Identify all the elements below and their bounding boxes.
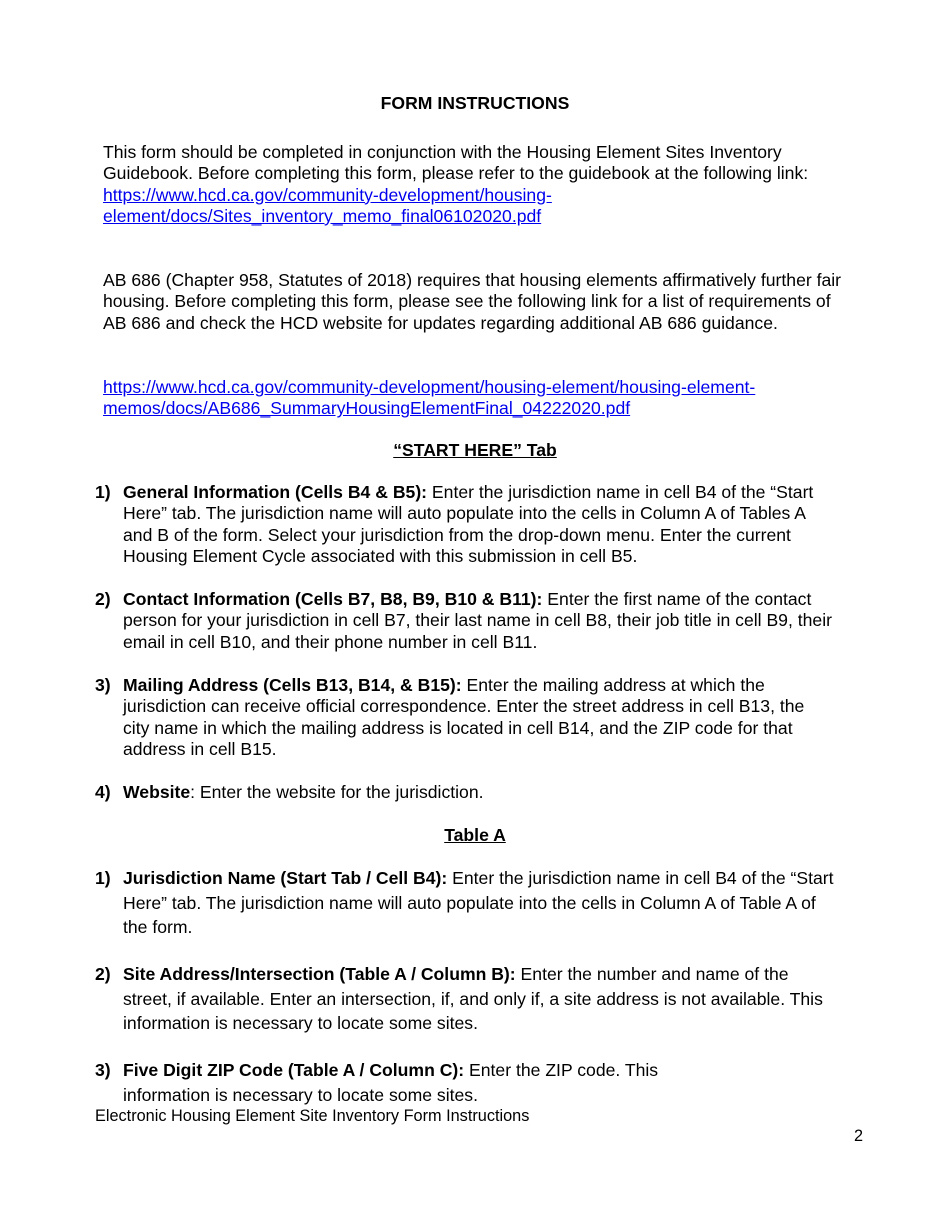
item-text: Enter the jurisdiction name in cell B4 of the “Start Here” tab. The jurisdiction name will auto populate into the cells in Column A of Tables A and B of the form. Select your jurisdiction from the drop-down menu. Enter the current Housing Element Cycle associated with this submission in cell B5. [123,482,814,566]
start-here-heading: “START HERE” Tab [393,440,557,460]
list-item [95,1058,695,1107]
item-heading: Jurisdiction Name (Start Tab / Cell B4): [123,868,448,888]
list-item [95,675,835,760]
item-heading: Site Address/Intersection (Table A / Column B): [123,964,516,984]
page-title: FORM INSTRUCTIONS [380,93,570,113]
item-number: 1) [95,868,111,888]
item-text: Enter the ZIP code. This information is necessary to locate some sites. [123,1060,659,1105]
item-number: 2) [95,589,111,609]
item-number: 3) [95,675,111,695]
ab686-link-line-1: https://www.hcd.ca.gov/community-development/housing-element/housing-element- [103,377,756,397]
intro-text: This form should be completed in conjunction with the Housing Element Sites Inventory Guidebook. Before completing this form, please refer to the guidebook at the following link: [103,142,809,184]
page-footer: Electronic Housing Element Site Inventory Form Instructions [95,1107,530,1125]
item-text: Enter the number and name of the street, if available. Enter an intersection, if, and only if, a site address is not available. This information is necessary to locate some sites. [123,964,823,1034]
item-text: Enter the jurisdiction name in cell B4 of the “Start Here” tab. The jurisdiction name will auto populate into the cells in Column A of Table A of the form. [123,868,834,938]
item-heading: Contact Information (Cells B7, B8, B9, B10 & B11): [123,589,543,609]
item-heading: Five Digit ZIP Code (Table A / Column C): [123,1060,465,1080]
list-item [95,962,835,1036]
item-heading: Mailing Address (Cells B13, B14, & B15): [123,675,462,695]
guidebook-link[interactable] [103,185,843,228]
item-number: 2) [95,964,111,984]
guidebook-link-line-1: https://www.hcd.ca.gov/community-development/housing- [103,184,552,205]
ab686-link-line-2: memos/docs/AB686_SummaryHousingElementFinal_04222020.pdf [103,398,631,419]
intro-paragraph [103,142,843,227]
ab686-link[interactable] [103,377,843,420]
list-item [95,482,835,567]
item-number: 1) [95,482,111,502]
table-a-heading: Table A [444,825,506,845]
list-item [95,589,835,653]
item-text: Enter the first name of the contact person for your jurisdiction in cell B7, their last name in cell B8, their job title in cell B9, their email in cell B10, and their phone number in cell B11. [123,589,832,652]
item-text: : Enter the website for the jurisdiction. [190,782,484,802]
page-number: 2 [853,1127,863,1145]
list-item [95,866,835,940]
ab686-paragraph: AB 686 (Chapter 958, Statutes of 2018) requires that housing elements affirmatively further fair housing. Before completing this form, please see the following link for a list of requirements of AB 686 and check the HCD website for updates regarding additional AB 686 guidance. [103,270,842,333]
item-text: Enter the mailing address at which the jurisdiction can receive official correspondence. Enter the street address in cell B13, the city name in which the mailing address is located in cell B14, and the ZIP code for that address in cell B15. [123,675,805,759]
item-number: 3) [95,1060,111,1080]
item-heading: Website [123,782,191,802]
item-number: 4) [95,782,111,802]
item-heading: General Information (Cells B4 & B5): [123,482,428,502]
guidebook-link-line-2: element/docs/Sites_inventory_memo_final06102020.pdf [103,205,542,226]
list-item [95,782,835,803]
